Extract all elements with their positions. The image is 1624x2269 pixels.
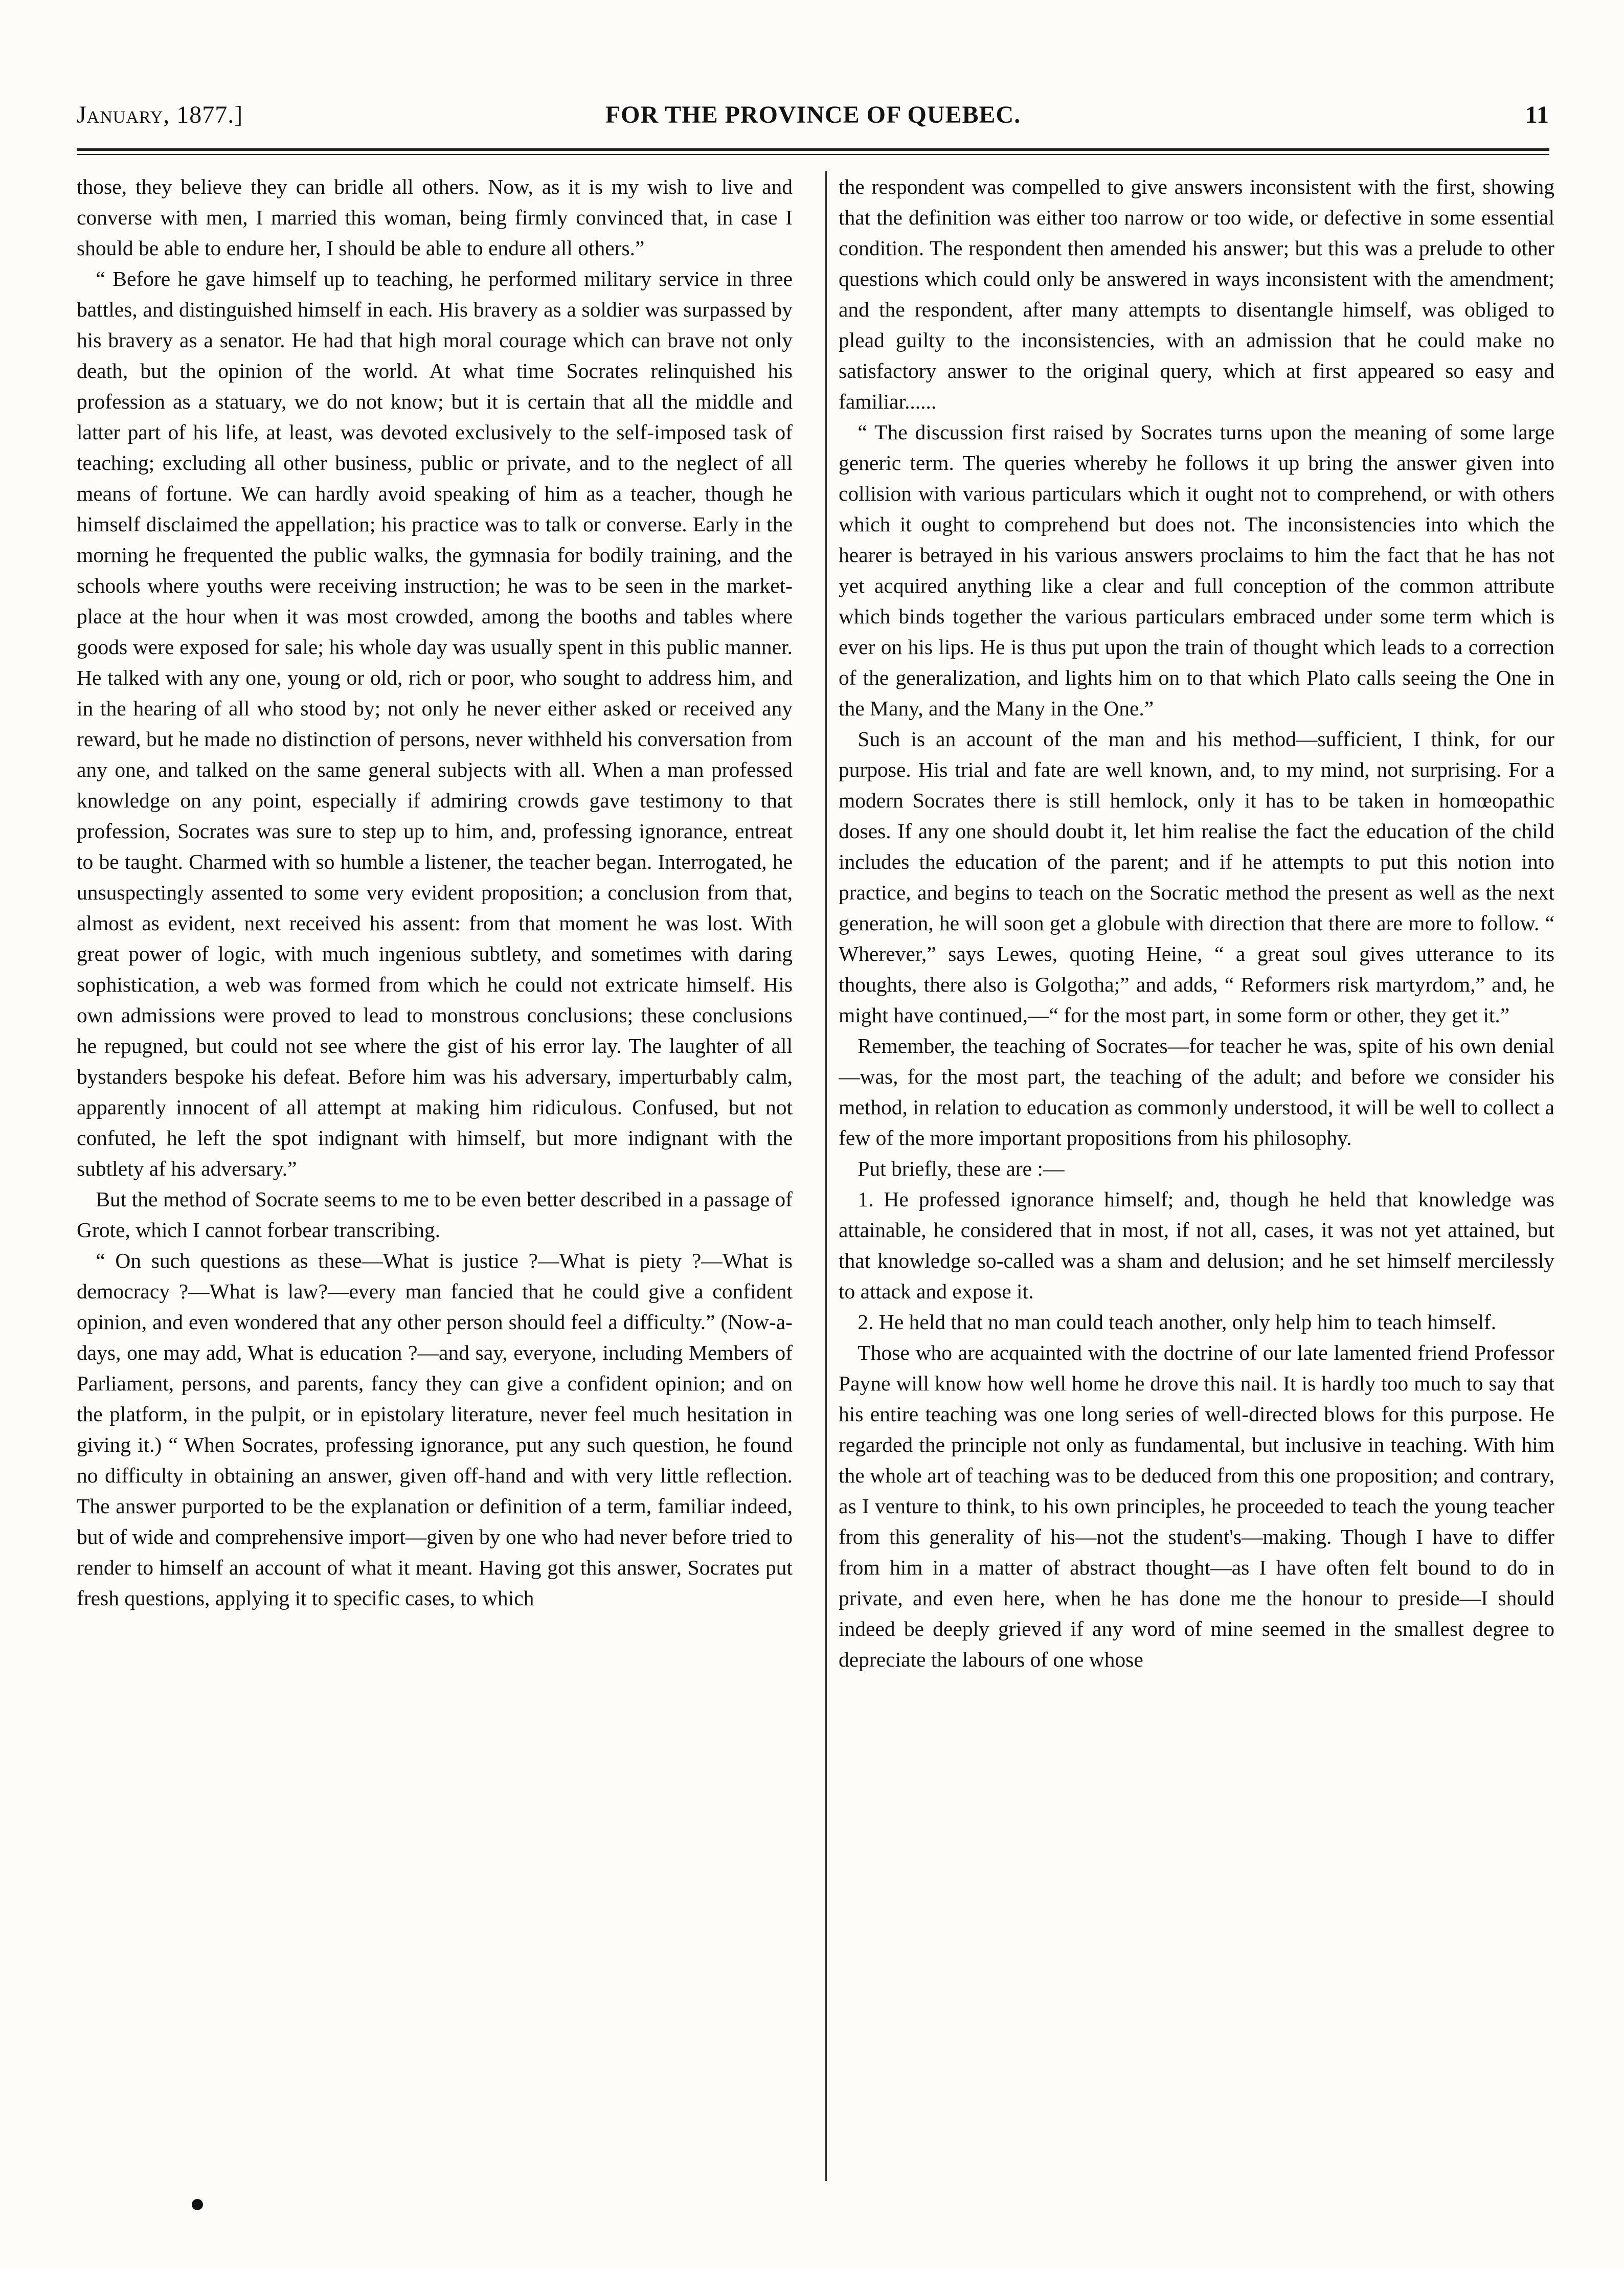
ink-dot — [192, 2199, 203, 2210]
paragraph: “ Before he gave himself up to teaching, he performed military service in three battles, and distinguished himself in each. His bravery as a soldier was surpassed by his bravery as a senator. He had that high moral courage which can brave not only death, but the opinion of the world. At what time Socrates relinquished his profession as a statuary, we do not know; but it is certain that all the middle and latter part of his life, at least, was devoted exclusively to the self-imposed task of teaching; excluding all other business, public or private, and to the neglect of all means of fortune. We can hardly avoid speaking of him as a teacher, though he himself disclaimed the appellation; his practice was to talk or converse. Early in the morning he frequented the public walks, the gymnasia for bodily training, and the schools where youths were receiving instruction; he was to be seen in the market-place at the hour when it was most crowded, among the booths and tables where goods were exposed for sale; his whole day was usually spent in this public manner. He talked with any one, young or old, rich or poor, who sought to address him, and in the hearing of all who stood by; not only he never either asked or received any reward, but he made no distinction of persons, never withheld his conversation from any one, and talked on the same general subjects with all. When a man professed knowledge on any point, especially if admiring crowds gave testimony to that profession, Socrates was sure to step up to him, and, professing ignorance, entreat to be taught. Charmed with so humble a listener, the teacher began. Interrogated, he unsuspectingly assented to some very evident proposition; a conclusion from that, almost as evident, next received his assent: from that moment he was lost. With great power of logic, with much ingenious subtlety, and sometimes with daring sophistication, a web was formed from which he could not extricate himself. His own admissions were proved to lead to monstrous conclusions; these conclusions he repugned, but could not see where the gist of his error lay. The laughter of all bystanders bespoke his defeat. Before him was his adversary, imperturbably calm, apparently innocent of all attempt at making him ridiculous. Confused, but not confuted, he left the spot indignant with himself, but more indignant with the subtlety af his adversary.” — [77, 267, 793, 1180]
paragraph: Put briefly, these are :— — [858, 1157, 1065, 1180]
paragraph: “ The discussion first raised by Socrates turns upon the meaning of some large generic term. The queries whereby he follows it up bring the answer given into collision with various particulars which it ought not to comprehend, or with others which it ought to comprehend but does not. The inconsistencies into which the hearer is betrayed in his various answers proclaims to him the fact that he has not yet acquired anything like a clear and full conception of the common attribute which binds together the various particulars embraced under some term which is ever on his lips. He is thus put upon the train of thought which leads to a correction of the generalization, and lights him on to that which Plato calls seeing the One in the Many, and the Many in the One.” — [839, 420, 1554, 720]
column-divider — [825, 171, 827, 2181]
paragraph: 2. He held that no man could teach another, only help him to teach himself. — [858, 1310, 1497, 1334]
header-rule — [77, 148, 1549, 155]
paragraph: Those who are acquainted with the doctrine of our late lamented friend Professor Payne will know how well home he drove this nail. It is hardly too much to say that his entire teaching was one long series of well-directed blows for this purpose. He regarded the principle not only as fundamental, but inclusive in teaching. With him the whole art of teaching was to be deduced from this one proposition; and contrary, as I venture to think, to his own principles, he proceeded to teach the young teacher from this generality of his—not the student's—making. Though I have to differ from him in a matter of abstract thought—as I have often felt bound to do in private, and even here, when he has done me the honour to preside—I should indeed be deeply grieved if any word of mine seemed in the smallest degree to depreciate the labours of one whose — [839, 1341, 1554, 1671]
header-title: FOR THE PROVINCE OF QUEBEC. — [605, 101, 1021, 128]
paragraph: 1. He professed ignorance himself; and, though he held that knowledge was attainable, he considered that in most, if not all, cases, it was not yet attained, but that knowledge so-called was a sham and delusion; and he set himself mercilessly to attack and expose it. — [839, 1187, 1554, 1303]
page-number: 11 — [1525, 101, 1549, 128]
paragraph: But the method of Socrate seems to me to be even better described in a passage of Grote, which I cannot forbear transcribing. — [77, 1187, 793, 1242]
paragraph: “ On such questions as these—What is justice ?—What is piety ?—What is democracy ?—What is law?—every man fancied that he could give a confident opinion, and even wondered that any other person should feel a difficulty.” (Now-a-days, one may add, What is education ?—and say, everyone, including Members of Parliament, persons, and parents, fancy they can give a confident opinion; and on the platform, in the pulpit, or in epistolary literature, never feel much hesitation in giving it.) “ When Socrates, professing ignorance, put any such question, he found no difficulty in obtaining an answer, given off-hand and with very little reflection. The answer purported to be the explanation or definition of a term, familiar indeed, but of wide and comprehensive import—given by one who had never before tried to render to himself an account of what it meant. Having got this answer, Socrates put fresh questions, applying it to specific cases, to which — [77, 1249, 793, 1610]
paragraph: those, they believe they can bridle all others. Now, as it is my wish to live and converse with men, I married this woman, being firmly convinced that, in case I should be able to endure her, I should be able to endure all others.” — [77, 175, 793, 260]
paragraph: Such is an account of the man and his method—sufficient, I think, for our purpose. His trial and fate are well known, and, to my mind, not surprising. For a modern Socrates there is still hemlock, only it has to be taken in homœopathic doses. If any one should doubt it, let him realise the fact the education of the child includes the education of the parent; and if he attempts to put this notion into practice, and begins to teach on the Socratic method the present as well as the next generation, he will soon get a globule with direction that there are more to follow. “ Wherever,” says Lewes, quoting Heine, “ a great soul gives utterance to its thoughts, there also is Golgotha;” and adds, “ Reformers risk martyrdom,” and, he might have continued,—“ for the most part, in some form or other, they get it.” — [839, 727, 1554, 1027]
paragraph: the respondent was compelled to give answers inconsistent with the first, showing that the definition was either too narrow or too wide, or defective in some essential condition. The respondent then amended his answer; but this was a prelude to other questions which could only be answered in ways inconsistent with the amendment; and the respondent, after many attempts to disentangle himself, was obliged to plead guilty to the inconsistencies, with an admission that he could make no satisfactory answer to the original query, which at first appeared so easy and familiar...... — [839, 175, 1554, 413]
page-header — [77, 100, 1549, 141]
header-date: January, 1877.] — [77, 101, 243, 128]
right-column — [839, 171, 1554, 2176]
left-column — [77, 171, 793, 2176]
paragraph: Remember, the teaching of Socrates—for teacher he was, spite of his own denial—was, for the most part, the teaching of the adult; and before we consider his method, in relation to education as commonly understood, it will be well to collect a few of the more important propositions from his philosophy. — [839, 1034, 1554, 1150]
